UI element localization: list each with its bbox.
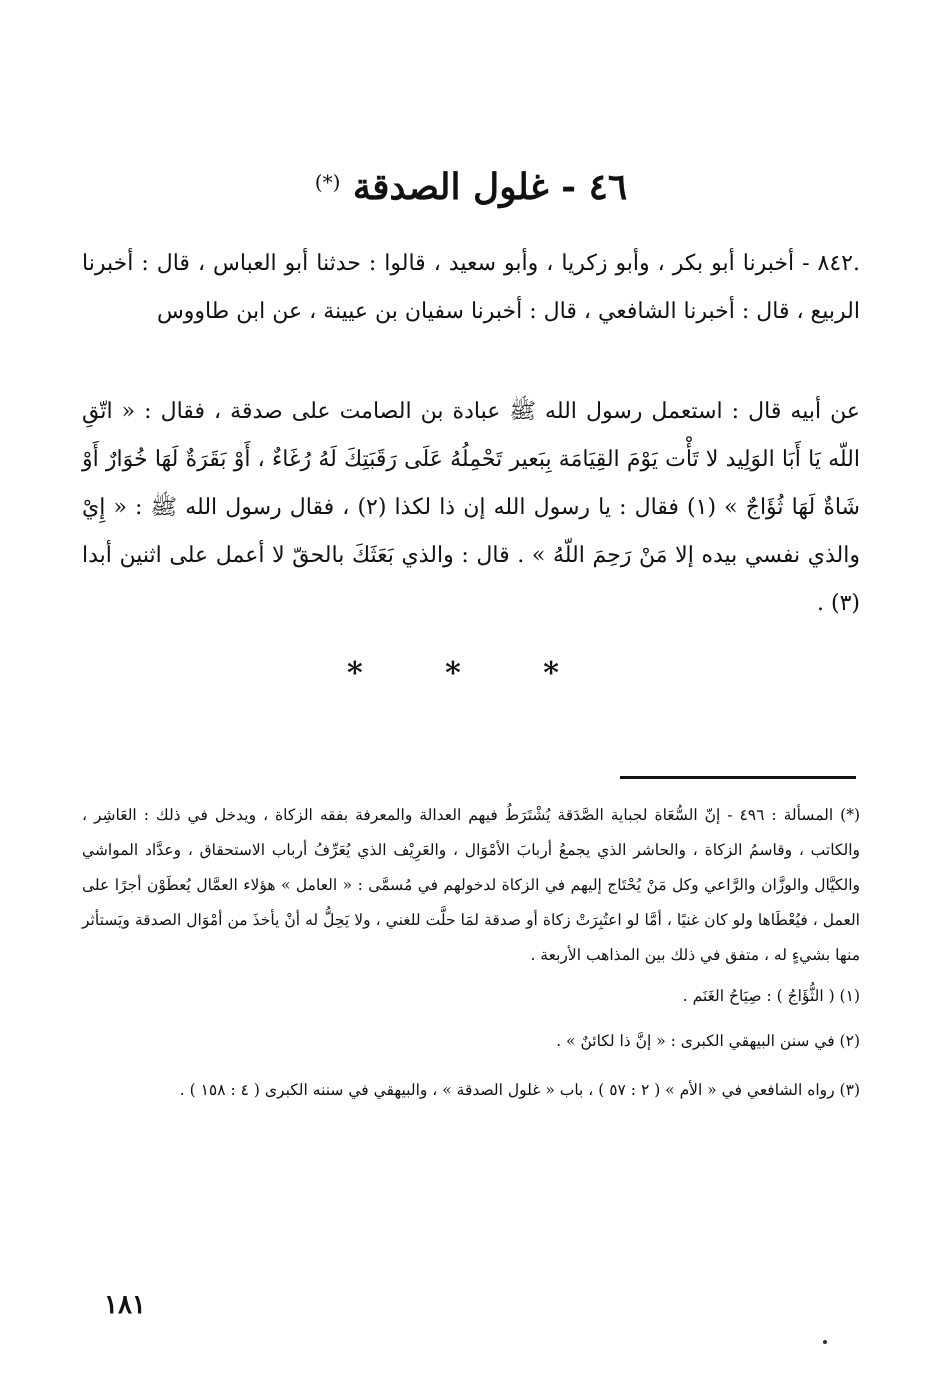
footnote-2: (٢) في سنن البيهقي الكبرى : « إنَّ ذا لكائنٌ » . [556,1032,860,1050]
chapter-title [0,166,942,208]
footnote-1: (١) ( الثُّؤَاجُ ) : صِيَاحُ الغَنَم . [682,987,860,1005]
hadith-isnad: .٨٤٢ - أخبرنا أبو بكر ، وأبو زكريا ، وأبو سعيد ، قالوا : حدثنا أبو العباس ، قال : أخبرنا الربيع ، قال : أخبرنا الشافعي ، قال : أخبرنا سفيان بن عيينة ، عن ابن طاووس [82,251,860,324]
chapter-title-text: ٤٦ - غلول الصدقة [352,166,628,209]
chapter-footnote-marker: (*) [314,170,341,195]
section-separator: * * * [347,656,595,691]
footnote-star: (*) المسألة : ٤٩٦ - إنّ السُّعَاة لجباية الصَّدَقة يُشْتَرَطُ فيهم العدالة والمعرفة بفقه الزكاة ، ويدخل في ذلك : العَاشِر ، والكاتب ، وقاسمُ الزكاة ، والحاشر الذي يجمعُ أربابَ الأمْوَال ، والعَرِيْف الذي يُعَرِّفُ أرباب الاستحقاق ، وعدَّاد المواشي والكيَّال والوزَّان والرَّاعي وكل مَنْ يُحْتَاج إليهم في الزكاة لدخولهم في مُسمَّى : « العامل » هؤلاء العمَّال يُعطَوْن أجرًا على العمل ، فيُعْطَاها ولو كان غنيًا ، أمَّا لو اعتُبِرَتْ زكاة أو صدقة لمَا حلَّت للغني ، ولا يَحِلُّ له أنْ يأخذَ من أمْوَال الصدقة ويَستأثر منها بشيءٍ له ، متفق في ذلك بين المذاهب الأربعة . [82,806,860,964]
footnotes [82,798,860,1108]
footnote-divider [620,776,856,779]
hadith-matn: عن أبيه قال : استعمل رسول الله ﷺ عبادة بن الصامت على صدقة ، فقال : « اتّقِ اللّه يَا أَبَا الوَلِيد لا تَأْت يَوْمَ القِيَامَة بِبَعير تَحْمِلُهُ عَلَى رَقَبَتِكَ لَهُ رُغَاءٌ ، أَوْ بَقَرَةٌ لَهَا خُوَارٌ أَوْ شَاةٌ لَهَا ثُؤَاجٌ » (١) فقال : يا رسول الله إن ذا لكذا (٢) ، فقال رسول الله ﷺ : « إِيْ والذي نفسي بيده إلا مَنْ رَحِمَ اللّهُ » . قال : والذي بَعَثَكَ بالحقّ لا أعمل على اثنين أبدا (٣) . [82,399,860,616]
scan-dot [823,1340,827,1344]
footnote-3: (٣) رواه الشافعي في « الأم » ( ٢ : ٥٧ ) ، باب « غلول الصدقة » ، والبيهقي في سننه الكبرى ( ٤ : ١٥٨ ) . [179,1081,860,1099]
page-number: ١٨١ [104,1290,146,1320]
